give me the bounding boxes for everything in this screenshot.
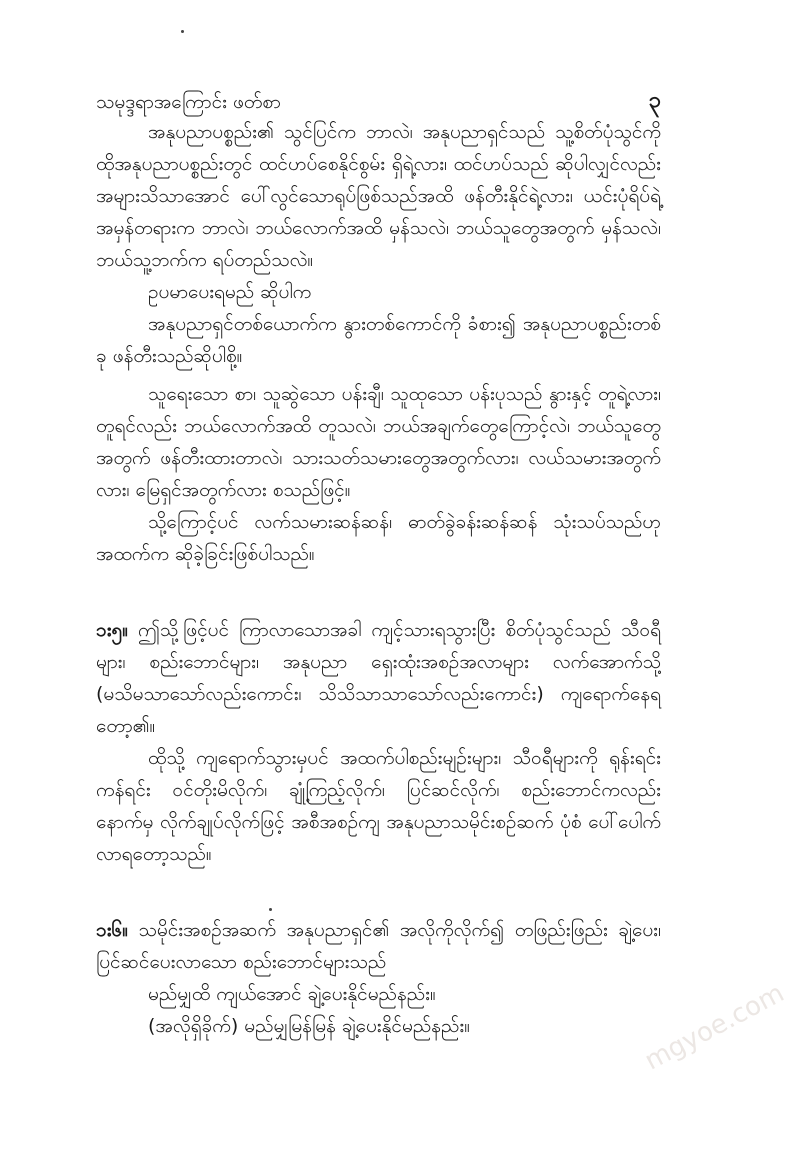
page-body [96, 116, 661, 1042]
section-lead-text: သမိုင်းအစဉ်အဆက် အနုပညာရှင်၏ အလိုကိုလိုက်၍ တဖြည်းဖြည်း ချဲ့ပေး၊ ပြင်ဆင်ပေးလာသော စည်းဘောင်များသည် [96, 919, 661, 973]
paragraph: သူရေးသော စာ၊ သူဆွဲသော ပန်းချီ၊ သူထုသော ပန်းပုသည် နွားနှင့် တူရဲ့လား၊ တူရင်လည်း ဘယ်လောက်အထိ တူသလဲ၊ ဘယ်အချက်တွေကြောင့်လဲ၊ ဘယ်သူတွေအတွက် ဖန်တီးထားတာလဲ၊ သားသတ်သမားတွေအတွက်လား၊ လယ်သမားအတွက်လား၊ မြေရှင်အတွက်လား စသည်ဖြင့်။ [96, 383, 661, 501]
question-line: (အလိုရှိခိုက်) မည်မျှမြန်မြန် ချဲ့ပေးနိုင်မည်နည်း။ [148, 1015, 470, 1037]
watermark: mgyoe.com [640, 978, 789, 1077]
paragraph: သို့ကြောင့်ပင် လက်သမားဆန်ဆန်၊ ဓာတ်ခွဲခန်းဆန်ဆန် သုံးသပ်သည်ဟု အထက်က ဆိုခဲ့ခြင်းဖြစ်ပါသည်။ [96, 511, 661, 565]
section-lead-paragraph [96, 914, 661, 978]
paragraph: ထိုသို့ ကျရောက်သွားမှပင် အထက်ပါစည်းမျဉ်းများ၊ သီဝရီများကို ရုန်းရင်းကန်ရင်း ဝင်တိုးမိလိုက်၊ ချုံ့ကြည့်လိုက်၊ ပြင်ဆင်လိုက်၊ စည်းဘောင်ကလည်း နောက်မှ လိုက်ချုပ်လိုက်ဖြင့် အစီအစဉ်ကျ အနုပညာသမိုင်းစဉ်ဆက် ပုံစံ ပေါ်ပေါက်လာရတော့သည်။ [96, 747, 661, 865]
page-number: ၃ [648, 88, 661, 113]
running-title: သမုဒ္ဒရာအကြောင်း ဖတ်စာ [96, 91, 281, 113]
print-speck [181, 30, 184, 33]
paragraph: အနုပညာပစ္စည်း၏ သွင်ပြင်က ဘာလဲ၊ အနုပညာရှင်သည် သူ့စိတ်ပုံသွင်ကို ထိုအနုပညာပစ္စည်းတွင် ထင်ဟပ်စေနိုင်စွမ်း ရှိရဲ့လား၊ ထင်ဟပ်သည် ဆိုပါလျှင်လည်း အများသိသာအောင် ပေါ်လွင်သောရုပ်ဖြစ်သည်အထိ ဖန်တီးနိုင်ရဲ့လား၊ ယင်းပုံရိပ်ရဲ့ အမှန်တရားက ဘာလဲ၊ ဘယ်လောက်အထိ မှန်သလဲ၊ ဘယ်သူတွေအတွက် မှန်သလဲ၊ ဘယ်သူ့ဘက်က ရပ်တည်သလဲ။ [96, 121, 661, 271]
paragraph: အနုပညာရှင်တစ်ယောက်က နွားတစ်ကောင်ကို ခံစား၍ အနုပညာပစ္စည်းတစ်ခု ဖန်တီးသည်ဆိုပါစို့။ [96, 313, 661, 367]
page-header [96, 84, 661, 120]
section-lead-paragraph [96, 614, 661, 742]
question-line: မည်မျှထိ ကျယ်အောင် ချဲ့ပေးနိုင်မည်နည်း။ [148, 983, 436, 1005]
section-1-5 [96, 614, 661, 870]
section-lead-text: ဤသို့ဖြင့်ပင် ကြာလာသောအခါ ကျင့်သားရသွားပြီး စိတ်ပုံသွင်သည် သီဝရီများ၊ စည်းဘောင်များ၊ အနုပညာ ရှေးထုံးအစဉ်အလာများ လက်အောက်သို့ (မသိမသာသော်လည်းကောင်း၊ သိသိသာသာသော်လည်းကောင်း) ကျရောက်နေရတော့၏။ [96, 619, 661, 737]
section-intro [96, 116, 661, 570]
section-number: ၁း၅။ [96, 619, 128, 641]
section-1-6 [96, 914, 661, 1042]
section-number: ၁း၆။ [96, 919, 128, 941]
paragraph: ဥပမာပေးရမည် ဆိုပါက [148, 281, 312, 303]
